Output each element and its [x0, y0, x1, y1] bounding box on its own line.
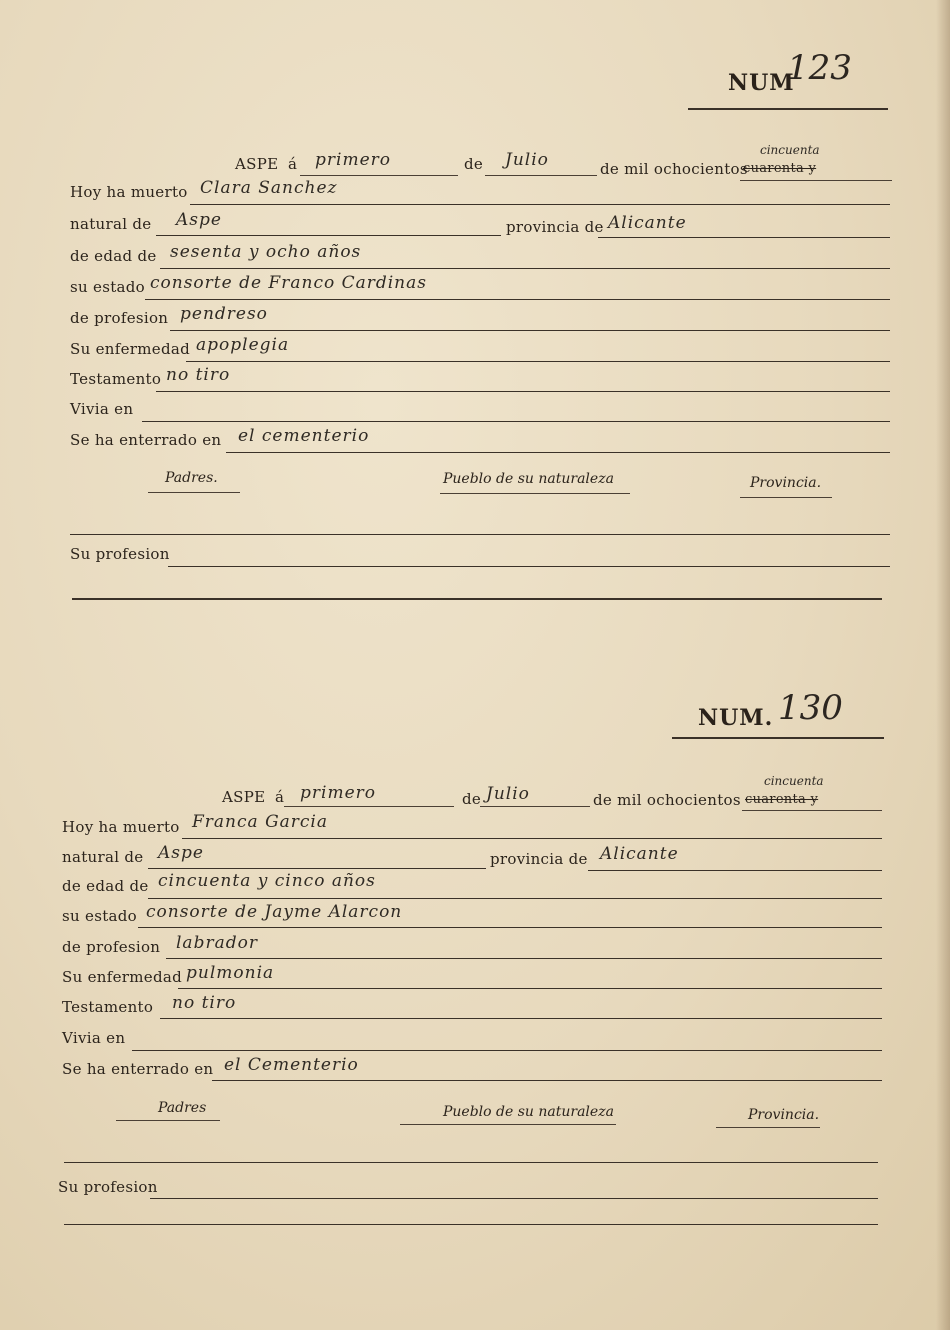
col-provincia-underline	[716, 1127, 820, 1128]
enterrado-label: Se ha enterrado en	[62, 1060, 214, 1078]
record-number-value: 123	[787, 48, 852, 88]
number-underline	[672, 737, 884, 739]
year-struck: cuarenta y	[743, 161, 817, 176]
parents-line	[70, 534, 890, 535]
place-label: ASPE	[235, 155, 279, 173]
col-padres-header: Padres	[158, 1100, 207, 1116]
record-number-label: NUM.	[698, 705, 774, 731]
provincia-label: provincia de	[490, 850, 588, 868]
provincia-label: provincia de	[506, 218, 604, 236]
estado-value: consorte de Jayme Alarcon	[146, 902, 403, 922]
estado-line	[138, 927, 882, 928]
enterrado-line	[226, 452, 890, 453]
number-underline	[688, 108, 888, 110]
deceased-name: Clara Sanchez	[200, 178, 338, 198]
day-line	[300, 175, 458, 176]
vivia-label: Vivia en	[70, 400, 134, 418]
vivia-line	[132, 1050, 882, 1051]
record-end-line	[64, 1224, 878, 1225]
col-pueblo-underline	[440, 493, 630, 494]
enfermedad-value: apoplegia	[196, 335, 290, 355]
estado-label: su estado	[70, 278, 146, 296]
edad-value: cincuenta y cinco años	[158, 871, 376, 891]
a-label: á	[275, 788, 285, 806]
su-profesion-label: Su profesion	[70, 545, 170, 563]
enfermedad-line	[178, 988, 882, 989]
estado-label: su estado	[62, 907, 138, 925]
month-value: Julio	[505, 150, 549, 170]
place-label: ASPE	[222, 788, 266, 806]
su-profesion-line	[150, 1198, 878, 1199]
testamento-value: no tiro	[172, 993, 237, 1013]
edad-line	[148, 898, 882, 899]
col-provincia-header: Provincia.	[750, 475, 822, 491]
edad-label: de edad de	[70, 247, 157, 265]
provincia-value: Alicante	[600, 844, 679, 864]
col-padres-header: Padres.	[165, 470, 218, 486]
profesion-value: labrador	[176, 933, 258, 953]
profesion-line	[166, 958, 882, 959]
record-number-label: NUM	[728, 70, 795, 96]
year-label: de mil ochocientos	[600, 160, 748, 178]
edad-line	[160, 268, 890, 269]
profesion-line	[170, 330, 890, 331]
estado-value: consorte de Franco Cardinas	[150, 273, 427, 293]
record-number-value: 130	[778, 688, 843, 728]
page-fold-shadow	[936, 0, 950, 1330]
estado-line	[145, 299, 890, 300]
natural-line	[156, 235, 501, 236]
su-profesion-label: Su profesion	[58, 1178, 158, 1196]
enterrado-line	[212, 1080, 882, 1081]
year-struck: cuarenta y	[745, 792, 819, 807]
testamento-value: no tiro	[166, 365, 231, 385]
month-line	[485, 175, 597, 176]
col-provincia-underline	[740, 497, 832, 498]
a-label: á	[288, 155, 298, 173]
de-label: de	[464, 155, 484, 173]
su-profesion-line	[168, 566, 890, 567]
enterrado-value: el Cementerio	[224, 1055, 359, 1075]
year-correction: cincuenta	[760, 143, 820, 157]
natural-value: Aspe	[176, 210, 222, 230]
edad-value: sesenta y ocho años	[170, 242, 362, 262]
testamento-line	[156, 391, 890, 392]
enterrado-label: Se ha enterrado en	[70, 431, 222, 449]
parents-line	[64, 1162, 878, 1163]
col-pueblo-header: Pueblo de su naturaleza	[443, 1104, 614, 1120]
col-pueblo-header: Pueblo de su naturaleza	[443, 471, 614, 487]
enfermedad-label: Su enfermedad	[70, 340, 190, 358]
vivia-label: Vivia en	[62, 1029, 126, 1047]
year-line	[740, 180, 892, 181]
deceased-name: Franca Garcia	[192, 812, 329, 832]
col-padres-underline	[116, 1120, 220, 1121]
year-label: de mil ochocientos	[593, 791, 741, 809]
enterrado-value: el cementerio	[238, 426, 370, 446]
enfermedad-value: pulmonia	[186, 963, 275, 983]
year-line	[742, 810, 882, 811]
hoy-label: Hoy ha muerto	[62, 818, 180, 836]
profesion-label: de profesion	[70, 309, 169, 327]
day-line	[284, 806, 454, 807]
de-label: de	[462, 790, 482, 808]
provincia-line	[598, 237, 890, 238]
testamento-line	[160, 1018, 882, 1019]
natural-label: natural de	[70, 215, 152, 233]
month-value: Julio	[486, 784, 530, 804]
natural-value: Aspe	[158, 843, 204, 863]
name-line	[182, 838, 882, 839]
provincia-value: Alicante	[608, 213, 687, 233]
col-provincia-header: Provincia.	[748, 1107, 820, 1123]
year-correction: cincuenta	[764, 774, 824, 788]
col-padres-underline	[148, 492, 240, 493]
provincia-line	[588, 870, 882, 871]
enfermedad-line	[186, 361, 890, 362]
enfermedad-label: Su enfermedad	[62, 968, 182, 986]
natural-line	[148, 868, 486, 869]
edad-label: de edad de	[62, 877, 149, 895]
testamento-label: Testamento	[62, 998, 154, 1016]
profesion-label: de profesion	[62, 938, 161, 956]
vivia-line	[142, 421, 890, 422]
day-value: primero	[315, 150, 391, 170]
natural-label: natural de	[62, 848, 144, 866]
record-end-line	[72, 598, 882, 600]
col-pueblo-underline	[400, 1124, 616, 1125]
hoy-label: Hoy ha muerto	[70, 183, 188, 201]
month-line	[480, 806, 590, 807]
profesion-value: pendreso	[180, 304, 268, 324]
day-value: primero	[300, 783, 376, 803]
name-line	[190, 204, 890, 205]
testamento-label: Testamento	[70, 370, 162, 388]
